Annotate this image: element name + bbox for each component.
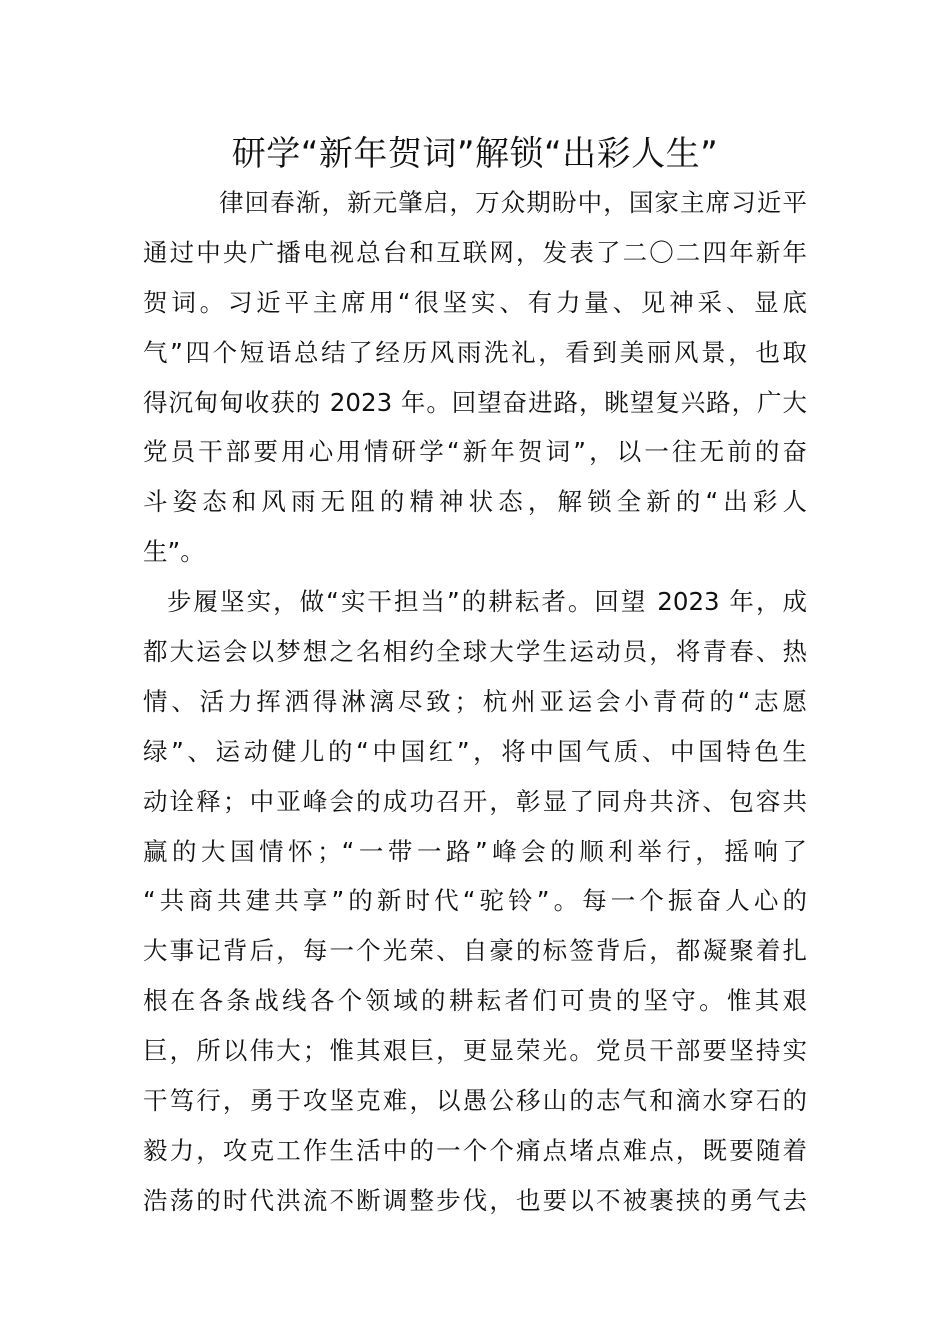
document-title: 研学“新年贺词”解锁“出彩人生” (231, 134, 719, 174)
paragraph-line: 贺词。习近平主席用“很坚实、有力量、见神采、显底 (143, 287, 807, 317)
document-body (143, 178, 807, 1226)
paragraph-line: 毅力，攻克工作生活中的一个个痛点堵点难点，既要随着 (143, 1135, 807, 1165)
paragraph-1 (143, 178, 807, 577)
paragraph-line: 赢的大国情怀；“一带一路”峰会的顺利举行，摇响了 (143, 836, 807, 866)
paragraph-line: 通过中央广播电视总台和互联网，发表了二〇二四年新年 (143, 237, 807, 267)
paragraph-line: 律回春渐，新元肇启，万众期盼中，国家主席习近平 (219, 188, 807, 217)
paragraph-2 (143, 577, 807, 1226)
paragraph-line: 党员干部要用心用情研学“新年贺词”，以一往无前的奋 (143, 437, 807, 467)
paragraph-line: 绿”、运动健儿的“中国红”，将中国气质、中国特色生 (143, 736, 807, 766)
paragraph-line: 生”。 (143, 537, 205, 567)
paragraph-line: 气”四个短语总结了经历风雨洗礼，看到美丽风景，也取 (143, 337, 807, 367)
paragraph-line: 浩荡的时代洪流不断调整步伐，也要以不被裹挟的勇气去 (143, 1185, 807, 1215)
paragraph-line: 干笃行，勇于攻坚克难，以愚公移山的志气和滴水穿石的 (143, 1086, 807, 1116)
paragraph-line: 步履坚实，做“实干担当”的耕耘者。回望 2023 年，成 (167, 587, 807, 617)
paragraph-line: “共商共建共享”的新时代“驼铃”。每一个振奋人心的 (143, 886, 807, 916)
paragraph-line: 大事记背后，每一个光荣、自豪的标签背后，都凝聚着扎 (143, 936, 807, 966)
paragraph-line: 巨，所以伟大；惟其艰巨，更显荣光。党员干部要坚持实 (143, 1036, 807, 1066)
paragraph-line: 情、活力挥洒得淋漓尽致；杭州亚运会小青荷的“志愿 (143, 686, 807, 716)
paragraph-line: 得沉甸甸收获的 2023 年。回望奋进路，眺望复兴路，广大 (143, 387, 807, 417)
paragraph-line: 动诠释；中亚峰会的成功召开，彰显了同舟共济、包容共 (143, 786, 807, 816)
paragraph-line: 都大运会以梦想之名相约全球大学生运动员，将青春、热 (143, 637, 807, 667)
paragraph-line: 斗姿态和风雨无阻的精神状态，解锁全新的“出彩人 (143, 487, 807, 517)
paragraph-line: 根在各条战线各个领域的耕耘者们可贵的坚守。惟其艰 (143, 986, 807, 1016)
